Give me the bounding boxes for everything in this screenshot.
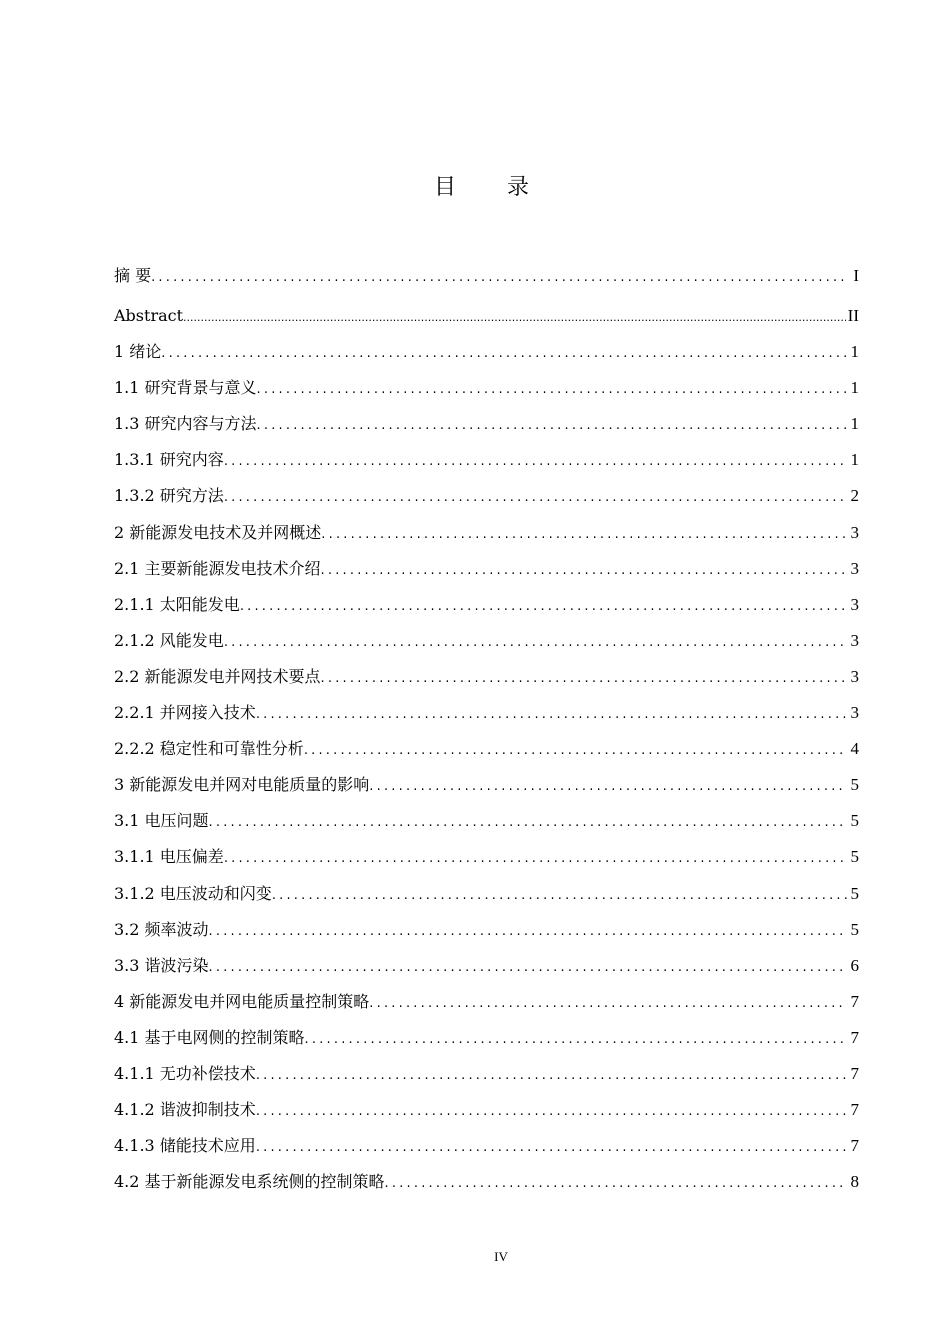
toc-leader-dots bbox=[183, 300, 846, 336]
toc-entry-page: 1 bbox=[850, 378, 859, 398]
toc-entry-page: 3 bbox=[850, 630, 859, 650]
toc-entry-page: 5 bbox=[850, 847, 859, 867]
toc-entry-page: 7 bbox=[850, 1027, 859, 1047]
toc-entry-label: 4.2 基于新能源发电系统侧的控制策略 bbox=[114, 1172, 385, 1192]
toc-entry-label: 3.1 电压问题 bbox=[114, 811, 209, 831]
page-number: IV bbox=[494, 1249, 508, 1264]
toc-leader-dots bbox=[209, 805, 847, 841]
toc-entry-label: 1.3.2 研究方法 bbox=[114, 486, 224, 506]
toc-entry-page: 3 bbox=[850, 703, 859, 723]
toc-entry[interactable] bbox=[114, 406, 859, 442]
table-of-contents bbox=[114, 258, 859, 1200]
toc-leader-dots bbox=[209, 914, 847, 950]
toc-entry[interactable] bbox=[114, 659, 859, 695]
toc-leader-dots bbox=[257, 372, 847, 408]
toc-entry[interactable] bbox=[114, 1128, 859, 1164]
toc-entry-page: 1 bbox=[850, 342, 859, 362]
toc-leader-dots bbox=[224, 480, 847, 516]
toc-leader-dots bbox=[321, 517, 847, 553]
toc-entry-label: 1.3.1 研究内容 bbox=[114, 450, 224, 470]
toc-entry-label: 4.1.1 无功补偿技术 bbox=[114, 1063, 256, 1083]
page-title: 目 录 bbox=[434, 175, 551, 200]
toc-entry-page: 7 bbox=[850, 1136, 859, 1156]
toc-entry[interactable] bbox=[114, 478, 859, 514]
toc-entry[interactable] bbox=[114, 515, 859, 551]
toc-leader-dots bbox=[272, 878, 847, 914]
toc-entry-page: 3 bbox=[850, 594, 859, 614]
toc-leader-dots bbox=[369, 986, 847, 1022]
toc-entry[interactable] bbox=[114, 587, 859, 623]
toc-entry-page: 1 bbox=[850, 450, 859, 470]
toc-entry-label: 1 绪论 bbox=[114, 342, 162, 362]
toc-entry-page: 7 bbox=[850, 1063, 859, 1083]
toc-entry-label: Abstract bbox=[114, 306, 184, 325]
toc-entry-page: II bbox=[847, 306, 859, 325]
toc-entry-label: 4.1.2 谐波抑制技术 bbox=[114, 1100, 256, 1120]
toc-entry-label: 3.1.2 电压波动和闪变 bbox=[114, 883, 272, 903]
toc-leader-dots bbox=[305, 1022, 847, 1058]
toc-entry-page: 5 bbox=[850, 919, 859, 939]
toc-entry-label: 2.1.1 太阳能发电 bbox=[114, 594, 240, 614]
toc-entry[interactable] bbox=[114, 876, 859, 912]
toc-leader-dots bbox=[224, 841, 847, 877]
toc-entry-page: 2 bbox=[850, 486, 859, 506]
toc-entry-label: 3.1.1 电压偏差 bbox=[114, 847, 224, 867]
toc-entry[interactable] bbox=[114, 623, 859, 659]
toc-entry[interactable] bbox=[114, 1056, 859, 1092]
toc-leader-dots bbox=[151, 260, 847, 296]
toc-entry-page: 5 bbox=[850, 883, 859, 903]
toc-entry-label: 摘 要 bbox=[114, 266, 152, 285]
toc-leader-dots bbox=[224, 625, 847, 661]
toc-entry-page: 4 bbox=[850, 739, 859, 759]
toc-entry[interactable] bbox=[114, 551, 859, 587]
toc-leader-dots bbox=[256, 1094, 847, 1130]
toc-entry-label: 3 新能源发电并网对电能质量的影响 bbox=[114, 775, 370, 795]
toc-entry-label: 4.1 基于电网侧的控制策略 bbox=[114, 1027, 305, 1047]
toc-entry-page: 7 bbox=[850, 1100, 859, 1120]
toc-leader-dots bbox=[256, 1130, 847, 1166]
toc-entry-page: 1 bbox=[850, 414, 859, 434]
toc-entry[interactable] bbox=[114, 370, 859, 406]
toc-leader-dots bbox=[209, 950, 847, 986]
toc-entry-label: 2.1 主要新能源发电技术介绍 bbox=[114, 558, 321, 578]
toc-entry[interactable] bbox=[114, 984, 859, 1020]
toc-leader-dots bbox=[321, 553, 847, 589]
toc-entry-label: 3.2 频率波动 bbox=[114, 919, 209, 939]
toc-entry[interactable] bbox=[114, 695, 859, 731]
toc-entry-page: 3 bbox=[850, 666, 859, 686]
toc-entry-label: 2.2.2 稳定性和可靠性分析 bbox=[114, 739, 304, 759]
toc-leader-dots bbox=[369, 769, 847, 805]
toc-entry-page: 5 bbox=[850, 775, 859, 795]
toc-entry-page: 7 bbox=[850, 991, 859, 1011]
toc-entry[interactable] bbox=[114, 1092, 859, 1128]
toc-leader-dots bbox=[256, 1058, 847, 1094]
toc-entry[interactable] bbox=[114, 731, 859, 767]
toc-entry[interactable] bbox=[114, 334, 859, 370]
toc-entry-label: 4 新能源发电并网电能质量控制策略 bbox=[114, 991, 370, 1011]
toc-entry-label: 3.3 谐波污染 bbox=[114, 955, 209, 975]
toc-entry[interactable] bbox=[114, 258, 859, 298]
toc-leader-dots bbox=[321, 661, 847, 697]
toc-entry[interactable] bbox=[114, 839, 859, 875]
toc-entry-page: 3 bbox=[850, 522, 859, 542]
toc-entry[interactable] bbox=[114, 803, 859, 839]
toc-entry[interactable] bbox=[114, 767, 859, 803]
toc-entry-page: I bbox=[853, 266, 859, 285]
toc-entry-label: 2 新能源发电技术及并网概述 bbox=[114, 522, 322, 542]
toc-entry-label: 1.1 研究背景与意义 bbox=[114, 378, 257, 398]
toc-leader-dots bbox=[224, 444, 847, 480]
toc-leader-dots bbox=[240, 589, 847, 625]
toc-entry[interactable] bbox=[114, 298, 859, 334]
toc-entry-page: 8 bbox=[850, 1172, 859, 1192]
toc-entry[interactable] bbox=[114, 912, 859, 948]
toc-entry-page: 5 bbox=[850, 811, 859, 831]
toc-entry-page: 6 bbox=[850, 955, 859, 975]
toc-entry[interactable] bbox=[114, 442, 859, 478]
toc-entry[interactable] bbox=[114, 948, 859, 984]
toc-leader-dots bbox=[161, 336, 847, 372]
toc-leader-dots bbox=[256, 697, 847, 733]
toc-entry-label: 2.2.1 并网接入技术 bbox=[114, 703, 256, 723]
toc-entry-label: 1.3 研究内容与方法 bbox=[114, 414, 257, 434]
toc-entry-label: 2.1.2 风能发电 bbox=[114, 630, 224, 650]
toc-entry[interactable] bbox=[114, 1020, 859, 1056]
toc-entry[interactable] bbox=[114, 1164, 859, 1200]
toc-entry-label: 4.1.3 储能技术应用 bbox=[114, 1136, 256, 1156]
toc-leader-dots bbox=[385, 1166, 847, 1202]
toc-entry-page: 3 bbox=[850, 558, 859, 578]
toc-entry-label: 2.2 新能源发电并网技术要点 bbox=[114, 666, 321, 686]
toc-leader-dots bbox=[304, 733, 847, 769]
toc-leader-dots bbox=[257, 408, 847, 444]
